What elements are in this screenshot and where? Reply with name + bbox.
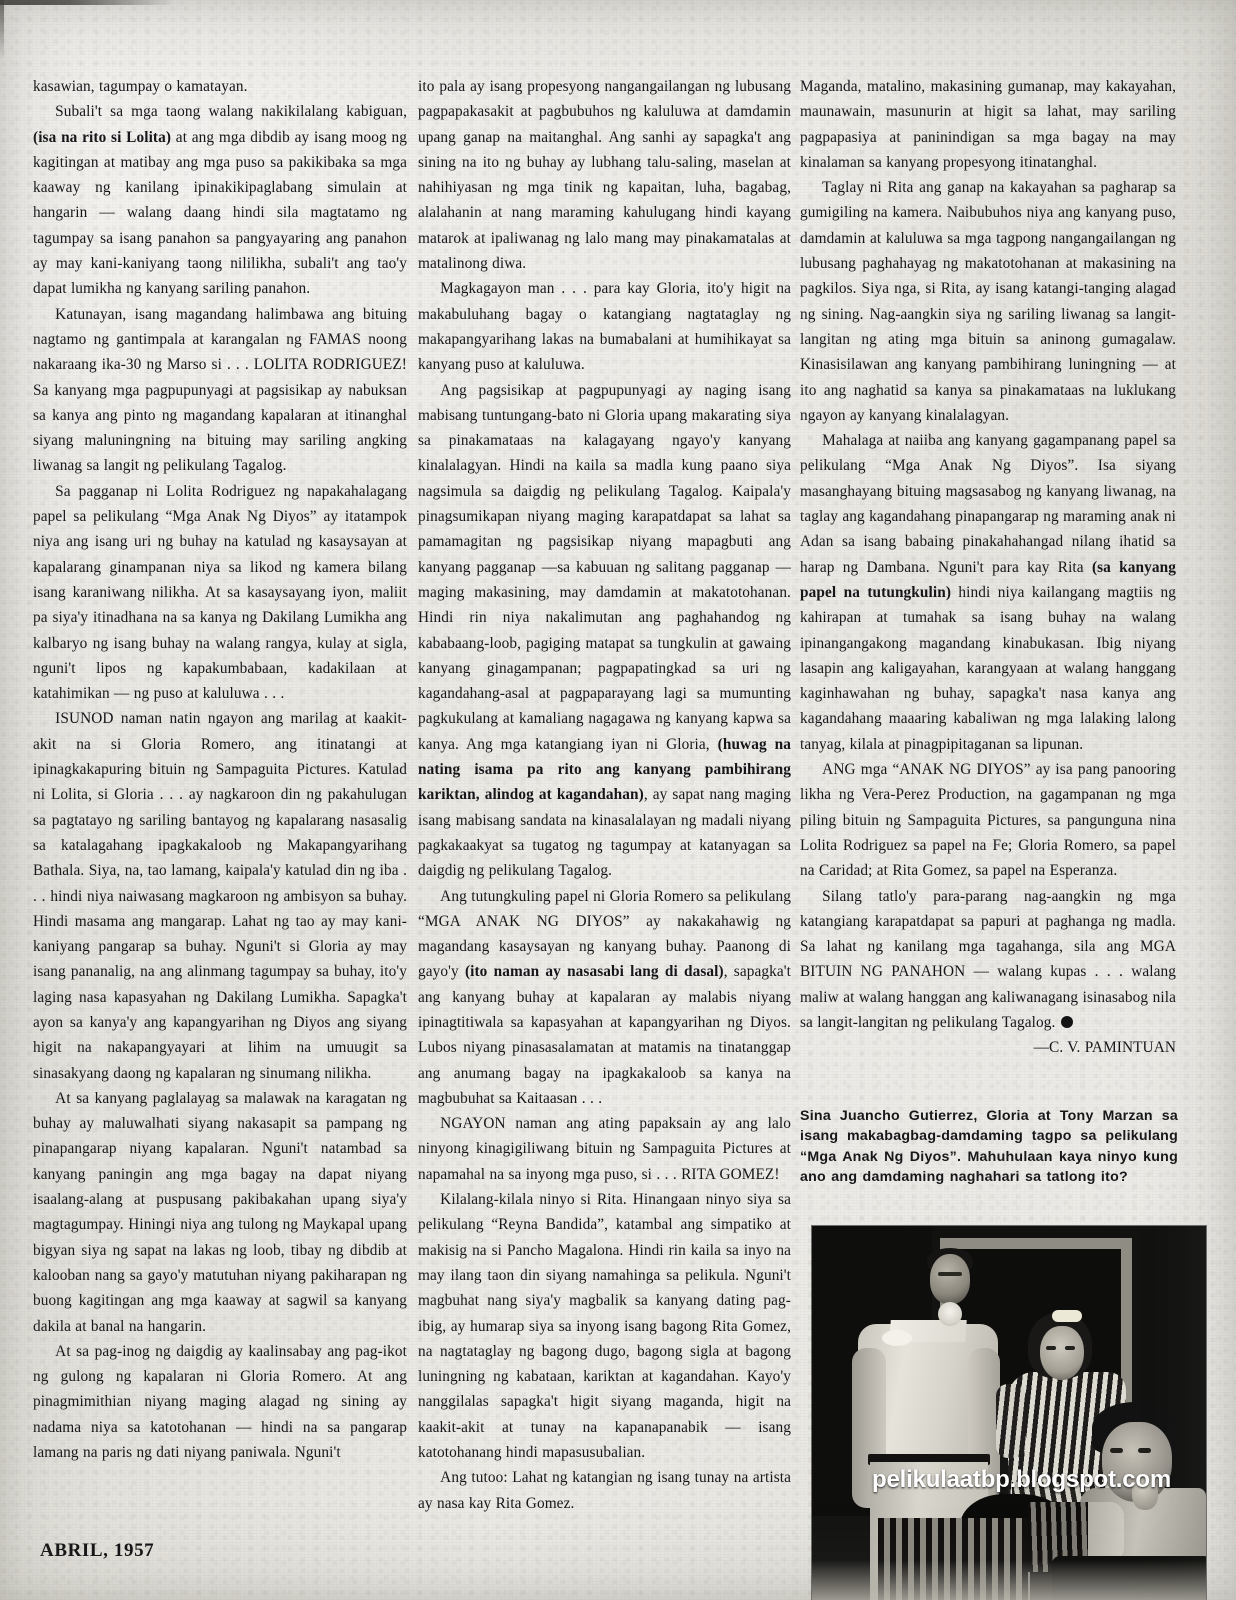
paragraph-part: Silang tatlo'y para-parang nag-aangkin ng mga katangiang karapatdapat sa papuri at paghanga ng madla. Sa lahat ng kanilang mga tagahanga, sila ang MGA BITUIN NG PANAHON — walang kupas . . . walang maliw at walang hanggan ang kaliwanagang isinasabog nila sa langit-langitan ng pelikulang Tagalog. (800, 887, 1176, 1031)
paragraph: Ang tutoo: Lahat ng katangian ng isang tunay na artista ay nasa kay Rita Gomez. (418, 1469, 791, 1512)
paragraph-part: at ang mga dibdib ay isang moog ng kagitingan at matibay ang mga puso sa pakikibaka sa mga kaaway ng kanilang ipinakikipaglabang simulain at hangarin — walang daang hindi sila magtatamo ng tagumpay sa isang panahon sa pangyayaring ang panahon ay may kani-kaniyang taong nililikha, subali't ang tao'y dapat lumikha ng kanyang sariling panahon. (33, 128, 407, 298)
paragraph: Kilalang-kilala ninyo si Rita. Hinangaan ninyo siya sa pelikulang “Reyna Bandida”, katambal ang simpatiko at makisig na si Pancho Magalona. Hindi rin kaila sa inyo na may ilang taon din siyang namahinga sa pelikula. Nguni't magbuhat nang siya'y magbalik sa kanyang dating pag-ibig, ay humarap siya sa inyong isang bagong Rita Gomez, na nagtataglay ng bagong dugo, bagong sigla at bagong luningning ng kabataan, kariktan at kagandahan. Kayo'y nanggilalas sapagka't higit siyang maganda, higit na kaakit-akit at tunay na kapanapanabik — isang katotohanang hindi mapasusubalian. (418, 1191, 791, 1462)
paragraph: At sa pag-inog ng daigdig ay kaalinsabay ang pag-ikot ng gulong ng kapalaran ni Gloria Romero. At ang pinagmimithian niyang maging alagad ng sining ay nadama niya sa katotohanan — hindi na sa pangarap lamang na paris ng dati niyang paniwala. Nguni't (33, 1342, 407, 1462)
paragraph: At sa kanyang paglalayag sa malawak na karagatan ng buhay ay maluwalhati siyang nakasapit sa pampang ng pinapangarap niyang kapalaran. Nguni't natambad sa kanyang paningin ang mga bagay na dapat niyang isaalang-alang at puspusang pakibakahan upang siya'y magtagumpay. Hiningi niya ang tulong ng Maykapal upang bigyan siya ng sapat na lakas ng loob, tibay ng dibdib at kalooban nang sa gayo'y matutuhan niyang pakiharapan ng buong kagitingan ang mga kaaway at sagwil sa kanyang dakila at banal na hangarin. (33, 1089, 407, 1335)
blog-watermark: pelikulaatbp.blogspot.com (872, 1466, 1172, 1493)
photo-woman-eye-left (1046, 1346, 1056, 1350)
paragraph-part: , sapagka't ang kanyang buhay at kapalaran ay malabis niyang ipinagtitiwala sa kapasyahan at kapangyarihan ng Diyos. Lubos niyang pinasasalamatan at matamis na tinatanggap ang anumang bagay na ipagkakaloob sa kanya na magbubuhat sa Kaitaasan . . . (418, 963, 791, 1107)
emphasis-dasal: (ito naman ay nasasabi lang di dasal) (464, 963, 724, 981)
photo-caption: Sina Juancho Gutierrez, Gloria at Tony Marzan sa isang makabagbag-damdaming tagpo sa pelikulang “Mga Anak Ng Diyos”. Mahuhulaan kaya ninyo kung ano ang damdaming naghahari sa tatlong ito? (800, 1108, 1178, 1186)
paragraph-part: , ay sapat nang maging isang mabisang sandata na kinasalalayan ng madali niyang pagkakaakyat sa tugatog ng tagumpay at katanyagan sa daigdig ng pelikulang Tagalog. (418, 786, 791, 880)
text-column-2 (418, 74, 791, 1516)
photo-man-standing-head (930, 1254, 970, 1304)
author-byline: —C. V. PAMINTUAN (1033, 1039, 1176, 1057)
emphasis-kariktan: (huwag na nating isama pa rito ang kanyang pambihirang kariktan, alindog at kagandahan) (418, 735, 792, 804)
emphasis-lolita: (isa na rito si Lolita) (33, 128, 172, 146)
paragraph: Taglay ni Rita ang ganap na kakayahan sa pagharap sa gumigiling na kamera. Naibubuhos niya ang kanyang puso, damdamin at kaluluwa sa mga tagpong nangangailangan ng lubusang paghahayag ng makatotohanan at makasining na pagkilos. Siya nga, si Rita, ay isang katangi-tanging alagad ng sining. Nag-aangkin siya ng sariling liwanag sa langit-langitan ng ating mga bituin sa aninong gumagalaw. Kinasisilawan ang kanyang pambihirang luningning — at ito ang naghatid sa kanya sa pinakamataas na luklukang ngayon ay kanyang kinalalagyan. (800, 179, 1176, 424)
paragraph-part: hindi niya kailangang magtiis ng kahirapan at tumahak sa isang buhay na walang ipinangangakong magandang kinabukasan. Ibig niyang lasapin ang kaligayahan, karangyaan at walang hanggang kaginhawahan ng buhay, sapagka't nasa kanya ang kagandahang maaaring kabaliwan ng mga lalaking lalong tanyag, kilala at pinagpipitaganan sa lipunan. (800, 583, 1176, 753)
paragraph: ito pala ay isang propesyong nangangailangan ng lubusang pagpapakasakit at pagbubuhos ng kaluluwa at damdamin upang ganap na maitanghal. Ang sanhi ay sapagka't ang sining na ito ng buhay ay lubhang talu-saling, maselan at nahihiyasan ng mga tinik ng kapaitan, luha, bagabag, alalahanin at nang maraming kahulugang hindi kayang matarok at ipaliwanag ng lalo mang may pinakamatalas at matalinong diwa. (418, 78, 791, 273)
paragraph: ANG mga “ANAK NG DIYOS” ay isa pang panooring likha ng Vera-Perez Production, na gagampanan ng mga piling bituin ng Sampaguita Pictures, sa pangunguna nina Lolita Rodriguez sa papel na Fe; Gloria Romero, sa papel na Caridad; at Rita Gomez, sa papel na Esperanza. (800, 761, 1176, 880)
paragraph (800, 428, 1176, 757)
photo-woman-hair-bow (1052, 1310, 1082, 1322)
scan-edge-top (0, 0, 175, 5)
photo-woman-eye-right (1065, 1346, 1075, 1350)
photo-floor-highlight (812, 1560, 1206, 1600)
paragraph-part: Ang tutungkuling papel ni Gloria Romero sa pelikulang “MGA ANAK NG DIYOS” ay nakakahawig ng magandang kasaysayan ng kanyang buhay. Paanong di gayo'y (418, 887, 791, 981)
paragraph: Katunayan, isang magandang halimbawa ang bituing nagtamo ng gantimpala at karangalan ng FAMAS noong nakaraang ika-30 ng Marso si . . . LOLITA RODRIGUEZ! Sa kanyang mga pagpupunyagi at pagsisikap ay nabuksan sa kanya ang pinto ng magandang kapalaran at itinanghal siyang maluningning na bituing may sariling angking liwanag sa langit ng pelikulang Tagalog. (33, 305, 407, 475)
text-column-1 (33, 74, 407, 1465)
paragraph: Sa pagganap ni Lolita Rodriguez ng napakahalagang papel sa pelikulang “Mga Anak Ng Diyos” ay itatampok niya ang isang uri ng buhay na katulad ng kasaysayan at kapalarang ginampanan niya sa likod ng kamera bilang isang karaniwang nilikha. At sa kasaysayang iyon, maliit pa siya'y itinadhana na sa kanya ng Dakilang Lumikha ang kalbaryo ng isang buhay na walang rangya, kulay at sigla, nguni't lipos ng kapakumbabaan, kadakilaan at katahimikan — ng puso at kaluluwa . . . (33, 482, 407, 703)
paragraph-part: Subali't sa mga taong walang nakikilalang kabiguan, (55, 103, 407, 121)
photo-man-seated-eye-left (1110, 1448, 1123, 1453)
paragraph-part: Ang pagsisikap at pagpupunyagi ay naging isang mabisang tuntungang-bato ni Gloria upang makarating siya sa pinakamataas na kalagayang ngayo'y kanyang kinalalagyan. Hindi na kaila sa madla kung paano siya nagsimula sa daigdig ng pelikulang Tagalog. Kaipala'y pinagsumikapan niyang maging karapatdapat sa lahat sa pamamagitan ng pagsisikap niyang mapagbuti ang kanyang pagganap —sa kabuuan ng salitang pagganap — maging makasining, may damdamin at makatotohanan. Hindi rin niya nakalimutan ang paghahandog ng kababaang-loob, pagiging matapat sa tungkulin at gawaing kanyang ginagampanan; pagpapatingkad sa uri ng kagandahang-asal at pagpaparayang lagi sa mumunting pagkukulang at kamaliang nagagawa ng kanyang kapwa sa kanya. Ang mga katangiang iyan ni Gloria, (418, 381, 791, 753)
end-of-article-mark (1061, 1016, 1073, 1028)
emphasis-tutungkulin: (sa kanyang papel na tutungkulin) (800, 558, 1177, 601)
film-still-photograph (812, 1226, 1206, 1600)
paragraph: Magkagayon man . . . para kay Gloria, ito'y higit na makabuluhang bagay o katangiang nagtataglay ng makapangyarihang lakas na bumabalani at humihikayat sa kanyang puso at kaluluwa. (418, 280, 791, 374)
paragraph: Maganda, matalino, makasining gumanap, may kakayahan, maunawain, masunurin at higit sa lahat, may sariling pagpapasiya at paninindigan sa mga bagay na may kinalaman sa kanyang propesyong itinatanghal. (800, 78, 1176, 171)
paragraph (418, 378, 791, 884)
photo-lightspot-chin (938, 1302, 962, 1326)
paragraph: ISUNOD naman natin ngayon ang marilag at kaakit-akit na si Gloria Romero, ang itinatangi at ipinagkakapuring bituin ng Sampaguita Pictures. Katulad ni Lolita, si Gloria . . . ay nagkaroon din ng pakahulugan sa pagtatayo ng sariling bantayog ng kapalarang nasasalig sa katalagahang ipagkakaloob ng Makapangyarihang Bathala. Siya, na, tao lamang, kaipala'y katulad din ng iba . . . hindi niya naiwasang magkaroon ng ambisyon sa buhay. Hindi masama ang mangarap. Lahat ng tao ay may kani-kaniyang pangarap sa buhay. Nguni't si Gloria ay may isang pananalig, na ang alinmang tagumpay sa buhay, ito'y laging nasa kapasyahan ng Dakilang Lumikha. Sapagka't ayon sa kanya'y ang kapangyarihan ng Diyos ang siyang higit na nakapangyayari at lihim na umuugit sa sinasakyang daong ng kapalaran ng sinumang nilikha. (33, 710, 407, 1082)
photo-man-standing-brow (938, 1272, 962, 1276)
scan-edge-left (0, 0, 4, 60)
paragraph (800, 884, 1176, 1057)
photo-scan-blemish (882, 1330, 912, 1346)
paragraph (418, 884, 791, 1112)
photo-woman-sleeve (996, 1384, 1026, 1458)
photo-woman-face (1040, 1326, 1084, 1380)
photo-man-seated-eye-right (1138, 1448, 1151, 1453)
paragraph: NGAYON naman ang ating papaksain ay ang lalo ninyong kinagigiliwang bituin ng Sampaguita Pictures at napamahal na sa inyong mga puso, si . . . RITA GOMEZ! (418, 1115, 791, 1183)
text-column-3 (800, 74, 1176, 1061)
page-folio-date: ABRIL, 1957 (40, 1540, 155, 1561)
paragraph (33, 99, 407, 301)
paragraph: kasawian, tagumpay o kamatayan. (33, 78, 248, 95)
paragraph-part: Mahalaga at naiiba ang kanyang gagampanang papel sa pelikulang “Mga Anak Ng Diyos”. Isa siyang masanghayang bituing magsasabog ng kanyang liwanag, na taglay ang kagandahang pinapangarap ng maraming anak ni Adan sa isang babaing pinakahahangad nilang ihatid sa harap ng Dambana. Nguni't para kay Rita (800, 432, 1176, 576)
